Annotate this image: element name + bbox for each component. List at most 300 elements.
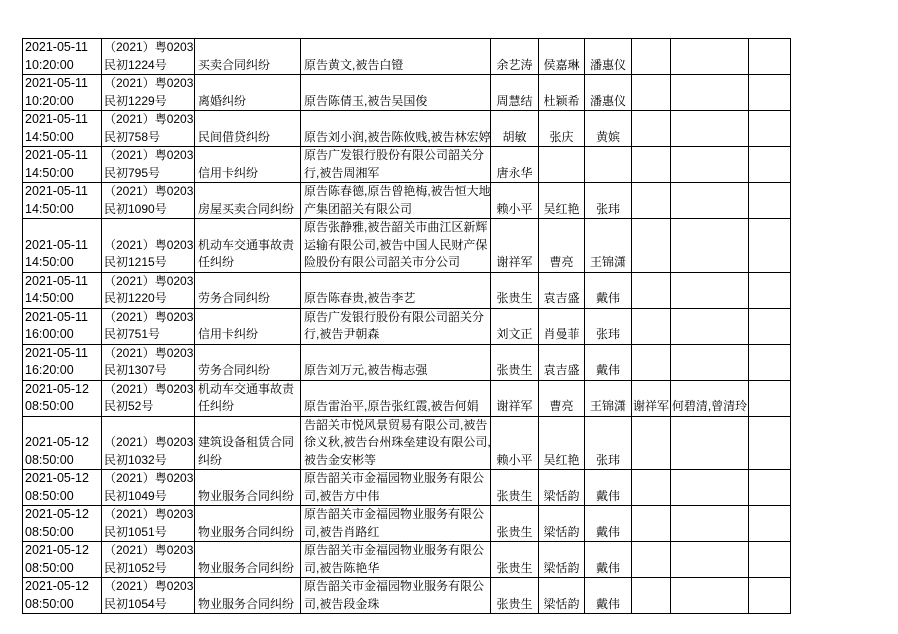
- case-number-line: （2021）粤0203: [104, 543, 194, 557]
- cell-case-number: [102, 75, 195, 111]
- cell-judge-3: [585, 219, 632, 273]
- judge-name: 梁恬韵: [543, 524, 580, 539]
- cell-extra-2: [671, 344, 749, 380]
- cell-extra-1: [632, 183, 671, 219]
- case-number-line: （2021）粤0203: [104, 273, 194, 288]
- judge-name: 袁吉盛: [543, 291, 580, 305]
- cell-extra-2: [671, 219, 749, 273]
- cell-extra-1: [632, 542, 671, 578]
- judge-name: 张玮: [595, 327, 620, 341]
- cell-judge-3: [585, 506, 632, 542]
- cell-datetime: [23, 219, 102, 273]
- judge-name: 戴伟: [595, 488, 620, 503]
- cell-extra-2: [671, 183, 749, 219]
- judge-name: 潘惠仪: [589, 57, 626, 72]
- case-type-line: 物业服务合同纠纷: [198, 596, 295, 611]
- cell-judge-3: [585, 344, 632, 380]
- cell-datetime: [23, 506, 102, 542]
- case-number-line: （2021）粤0203: [104, 345, 194, 360]
- parties-line: 徐义秋,被告台州珠垒建设有限公司,: [304, 435, 491, 449]
- judge-name: 刘文正: [496, 327, 533, 341]
- cell-judge-1: [491, 75, 539, 111]
- cell-judge-1: [491, 308, 539, 344]
- judge-name: 王锦潇: [589, 255, 626, 269]
- cell-parties: [301, 39, 491, 75]
- cell-judge-2: [539, 470, 585, 506]
- judge-name: 赖小平: [496, 452, 533, 467]
- cell-extra-1: [632, 416, 671, 470]
- cell-judge-3: [585, 147, 632, 183]
- cell-judge-2: [539, 183, 585, 219]
- judge-name: 曹亮: [549, 399, 574, 413]
- parties-line: 行,被告周湘军: [304, 165, 380, 180]
- extra-names: 何碧清,曾清玲: [671, 399, 748, 413]
- table-row: [23, 506, 791, 542]
- judge-name: 吴红艳: [543, 452, 580, 467]
- parties-line: 原告陈春德,原告曾艳梅,被告恒大地: [304, 184, 491, 198]
- case-number-line: 民初1090号: [104, 201, 167, 216]
- case-number-line: （2021）粤0203: [104, 112, 194, 126]
- case-type-line: 房屋买卖合同纠纷: [198, 201, 295, 216]
- judge-name: 张玮: [595, 452, 620, 467]
- cell-judge-2: [539, 542, 585, 578]
- cell-judge-2: [539, 380, 585, 416]
- cell-judge-2: [539, 219, 585, 273]
- case-number-line: 民初1215号: [104, 255, 167, 269]
- cell-judge-1: [491, 219, 539, 273]
- hearing-date: 2021-05-11: [25, 76, 89, 90]
- cell-extra-2: [671, 380, 749, 416]
- cell-parties: [301, 147, 491, 183]
- cell-case-number: [102, 344, 195, 380]
- case-number-line: （2021）粤0203: [104, 40, 194, 54]
- cell-parties: [301, 578, 491, 614]
- cell-judge-3: [585, 380, 632, 416]
- judge-name: 张贵生: [496, 363, 533, 377]
- hearing-time: 16:20:00: [25, 363, 74, 377]
- case-type-line: 民间借贷纠纷: [198, 129, 271, 144]
- judge-name: 周慧结: [496, 93, 533, 108]
- hearing-date: 2021-05-12: [25, 507, 89, 521]
- cell-case-number: [102, 183, 195, 219]
- cell-parties: [301, 506, 491, 542]
- judge-name: 唐永华: [496, 165, 533, 180]
- judge-name: 戴伟: [595, 291, 620, 305]
- cell-judge-1: [491, 147, 539, 183]
- parties-line: 司,被告陈艳华: [304, 560, 380, 575]
- cell-judge-3: [585, 416, 632, 470]
- judge-name: 袁吉盛: [543, 363, 580, 377]
- case-number-line: 民初1049号: [104, 488, 167, 503]
- cell-extra-1: [632, 147, 671, 183]
- cell-case-type: [195, 183, 301, 219]
- cell-judge-2: [539, 272, 585, 308]
- case-type-line: 建筑设备租赁合同: [198, 435, 295, 449]
- cell-parties: [301, 344, 491, 380]
- parties-line: 险股份有限公司韶关市分公司: [304, 255, 461, 269]
- case-number-line: 民初1307号: [104, 363, 167, 377]
- cell-judge-2: [539, 344, 585, 380]
- cell-judge-2: [539, 111, 585, 147]
- judge-name: 戴伟: [595, 596, 620, 611]
- hearing-date: 2021-05-11: [25, 345, 89, 360]
- hearing-time: 10:20:00: [25, 57, 74, 72]
- cell-extra-3: [749, 470, 791, 506]
- cell-case-number: [102, 416, 195, 470]
- case-type-line: 劳务合同纠纷: [198, 291, 271, 305]
- hearing-time: 10:20:00: [25, 93, 74, 108]
- cell-parties: [301, 219, 491, 273]
- cell-datetime: [23, 39, 102, 75]
- case-number-line: （2021）粤0203: [104, 471, 194, 485]
- judge-name: 王锦潇: [589, 399, 626, 413]
- case-number-line: 民初1229号: [104, 93, 167, 108]
- case-number-line: 民初1224号: [104, 57, 167, 72]
- cell-datetime: [23, 147, 102, 183]
- case-number-line: （2021）粤0203: [104, 507, 194, 521]
- hearing-time: 14:50:00: [25, 201, 74, 216]
- cell-case-number: [102, 506, 195, 542]
- hearing-date: 2021-05-11: [25, 148, 89, 162]
- cell-extra-3: [749, 308, 791, 344]
- cell-parties: [301, 111, 491, 147]
- case-number-line: 民初1220号: [104, 291, 167, 305]
- judge-name: 杜颖希: [543, 93, 580, 108]
- cell-extra-2: [671, 308, 749, 344]
- cell-judge-1: [491, 380, 539, 416]
- parties-line: 原告陈倩玉,被告吴国俊: [304, 93, 428, 108]
- parties-line: 行,被告尹朝森: [304, 327, 380, 341]
- case-type-line: 离婚纠纷: [198, 93, 247, 108]
- cell-extra-1: [632, 111, 671, 147]
- cell-extra-1: [632, 506, 671, 542]
- cell-case-type: [195, 416, 301, 470]
- cell-datetime: [23, 470, 102, 506]
- case-type-line: 信用卡纠纷: [198, 327, 259, 341]
- case-type-line: 机动车交通事故责: [198, 381, 295, 396]
- cell-judge-1: [491, 578, 539, 614]
- case-type-line: 信用卡纠纷: [198, 165, 259, 180]
- cell-datetime: [23, 183, 102, 219]
- cell-extra-3: [749, 183, 791, 219]
- hearing-time: 08:50:00: [25, 399, 74, 413]
- cell-extra-1: [632, 344, 671, 380]
- case-type-line: 机动车交通事故责: [198, 237, 295, 252]
- parties-line: 司,被告段金珠: [304, 596, 380, 611]
- case-number-line: （2021）粤0203: [104, 435, 194, 449]
- case-number-line: （2021）粤0203: [104, 184, 194, 198]
- case-number-line: 民初758号: [104, 129, 161, 144]
- case-number-line: 民初751号: [104, 327, 161, 341]
- parties-line: 原告韶关市金福园物业服务有限公: [304, 507, 485, 521]
- judge-name: 戴伟: [595, 363, 620, 377]
- case-number-line: （2021）粤0203: [104, 309, 194, 324]
- judge-name: 张玮: [595, 201, 620, 216]
- cell-extra-3: [749, 506, 791, 542]
- cell-extra-2: [671, 542, 749, 578]
- cell-judge-1: [491, 416, 539, 470]
- table-row: [23, 470, 791, 506]
- judge-name: 张贵生: [496, 560, 533, 575]
- table-row: [23, 183, 791, 219]
- cell-judge-2: [539, 39, 585, 75]
- case-type-line: 任纠纷: [198, 399, 235, 413]
- hearing-time: 14:50:00: [25, 291, 74, 305]
- parties-line: 被告金安彬等: [304, 452, 377, 467]
- cell-case-number: [102, 111, 195, 147]
- case-number-line: 民初52号: [104, 399, 154, 413]
- cell-datetime: [23, 111, 102, 147]
- parties-line: 产集团韶关有限公司: [304, 201, 413, 216]
- cell-judge-1: [491, 542, 539, 578]
- cell-judge-2: [539, 416, 585, 470]
- cell-judge-1: [491, 183, 539, 219]
- case-type-line: 物业服务合同纠纷: [198, 560, 295, 575]
- cell-case-type: [195, 344, 301, 380]
- cell-datetime: [23, 308, 102, 344]
- cell-extra-1: [632, 380, 671, 416]
- table-row: [23, 380, 791, 416]
- cell-extra-1: [632, 308, 671, 344]
- cell-judge-3: [585, 39, 632, 75]
- judge-name: 张贵生: [496, 291, 533, 305]
- hearing-date: 2021-05-12: [25, 381, 89, 396]
- cell-case-type: [195, 380, 301, 416]
- cell-extra-3: [749, 219, 791, 273]
- cell-extra-3: [749, 380, 791, 416]
- cell-judge-1: [491, 111, 539, 147]
- case-type-line: 买卖合同纠纷: [198, 57, 271, 72]
- parties-line: 运输有限公司,被告中国人民财产保: [304, 237, 488, 252]
- judge-name: 张贵生: [496, 596, 533, 611]
- cell-case-number: [102, 578, 195, 614]
- cell-datetime: [23, 75, 102, 111]
- judge-name: 谢祥军: [496, 255, 533, 269]
- cell-extra-2: [671, 272, 749, 308]
- cell-case-type: [195, 219, 301, 273]
- judge-name: 赖小平: [496, 201, 533, 216]
- judge-name: 余艺涛: [496, 57, 533, 72]
- parties-line: 司,被告肖路红: [304, 524, 380, 539]
- cell-extra-3: [749, 416, 791, 470]
- cell-judge-1: [491, 470, 539, 506]
- cell-extra-2: [671, 147, 749, 183]
- cell-judge-3: [585, 578, 632, 614]
- cell-judge-2: [539, 578, 585, 614]
- cell-case-type: [195, 111, 301, 147]
- parties-line: 司,被告方中伟: [304, 488, 380, 503]
- table-row: [23, 416, 791, 470]
- cell-extra-3: [749, 147, 791, 183]
- cell-case-number: [102, 219, 195, 273]
- judge-name: 张庆: [549, 129, 574, 144]
- hearing-date: 2021-05-12: [25, 471, 89, 485]
- cell-extra-1: [632, 272, 671, 308]
- case-number-line: 民初1054号: [104, 596, 167, 611]
- cell-case-type: [195, 542, 301, 578]
- case-number-line: 民初1032号: [104, 452, 167, 467]
- hearing-time: 08:50:00: [25, 452, 74, 467]
- table-row: [23, 147, 791, 183]
- cell-judge-3: [585, 542, 632, 578]
- cell-extra-2: [671, 75, 749, 111]
- cell-case-type: [195, 147, 301, 183]
- parties-line: 原告刘小润,被告陈攸贱,被告林宏婷: [304, 129, 491, 144]
- table-row: [23, 219, 791, 273]
- judge-name: 梁恬韵: [543, 488, 580, 503]
- cell-case-type: [195, 506, 301, 542]
- table-row: [23, 308, 791, 344]
- hearing-date: 2021-05-11: [25, 273, 89, 288]
- judge-name: 戴伟: [595, 524, 620, 539]
- cell-parties: [301, 542, 491, 578]
- hearing-date: 2021-05-11: [25, 184, 89, 198]
- table-row: [23, 344, 791, 380]
- cell-extra-3: [749, 542, 791, 578]
- parties-line: 原告黄文,被告白镫: [304, 57, 404, 72]
- hearing-schedule-table: [22, 38, 791, 614]
- cell-extra-1: [632, 470, 671, 506]
- cell-judge-1: [491, 39, 539, 75]
- cell-extra-1: [632, 219, 671, 273]
- cell-parties: [301, 183, 491, 219]
- hearing-time: 14:50:00: [25, 255, 74, 269]
- table-row: [23, 272, 791, 308]
- parties-line: 原告韶关市金福园物业服务有限公: [304, 579, 485, 593]
- case-type-line: 纠纷: [198, 452, 223, 467]
- cell-datetime: [23, 380, 102, 416]
- cell-extra-2: [671, 416, 749, 470]
- judge-name: 潘惠仪: [589, 93, 626, 108]
- parties-line: 告韶关市悦风景贸易有限公司,被告: [304, 417, 488, 432]
- hearing-date: 2021-05-12: [25, 543, 89, 557]
- cell-extra-1: [632, 75, 671, 111]
- cell-extra-2: [671, 111, 749, 147]
- case-type-line: 物业服务合同纠纷: [198, 488, 295, 503]
- case-type-line: 任纠纷: [198, 255, 235, 269]
- judge-name: 曹亮: [549, 255, 574, 269]
- case-number-line: （2021）粤0203: [104, 579, 194, 593]
- parties-line: 原告韶关市金福园物业服务有限公: [304, 543, 485, 557]
- case-number-line: 民初795号: [104, 165, 161, 180]
- cell-extra-3: [749, 272, 791, 308]
- hearing-time: 08:50:00: [25, 560, 74, 575]
- case-number-line: （2021）粤0203: [104, 237, 194, 252]
- cell-extra-3: [749, 75, 791, 111]
- parties-line: 原告广发银行股份有限公司韶关分: [304, 309, 485, 324]
- cell-judge-3: [585, 183, 632, 219]
- table-row: [23, 578, 791, 614]
- cell-judge-1: [491, 506, 539, 542]
- cell-parties: [301, 308, 491, 344]
- cell-extra-3: [749, 578, 791, 614]
- cell-case-number: [102, 542, 195, 578]
- parties-line: 原告韶关市金福园物业服务有限公: [304, 471, 485, 485]
- hearing-time: 08:50:00: [25, 524, 74, 539]
- parties-line: 原告陈春贵,被告李艺: [304, 291, 416, 305]
- hearing-date: 2021-05-12: [25, 435, 89, 449]
- cell-datetime: [23, 344, 102, 380]
- judge-name: 张贵生: [496, 524, 533, 539]
- cell-datetime: [23, 542, 102, 578]
- judge-name: 张贵生: [496, 488, 533, 503]
- cell-extra-3: [749, 344, 791, 380]
- cell-judge-2: [539, 308, 585, 344]
- cell-case-number: [102, 308, 195, 344]
- cell-datetime: [23, 272, 102, 308]
- hearing-time: 08:50:00: [25, 488, 74, 503]
- cell-judge-3: [585, 470, 632, 506]
- cell-extra-1: [632, 578, 671, 614]
- cell-extra-2: [671, 39, 749, 75]
- cell-case-type: [195, 308, 301, 344]
- hearing-time: 14:50:00: [25, 165, 74, 180]
- cell-judge-1: [491, 272, 539, 308]
- cell-case-number: [102, 39, 195, 75]
- hearing-date: 2021-05-11: [25, 40, 89, 54]
- table-row: [23, 111, 791, 147]
- cell-extra-3: [749, 111, 791, 147]
- cell-case-type: [195, 272, 301, 308]
- parties-line: 原告刘万元,被告梅志强: [304, 363, 428, 377]
- case-number-line: 民初1052号: [104, 560, 167, 575]
- cell-datetime: [23, 578, 102, 614]
- judge-name: 梁恬韵: [543, 596, 580, 611]
- cell-case-number: [102, 470, 195, 506]
- cell-case-number: [102, 272, 195, 308]
- cell-judge-3: [585, 272, 632, 308]
- case-type-line: 劳务合同纠纷: [198, 363, 271, 377]
- judge-name: 谢祥军: [496, 399, 533, 413]
- judge-name: 黄嫔: [595, 129, 620, 144]
- cell-parties: [301, 272, 491, 308]
- cell-judge-1: [491, 344, 539, 380]
- case-number-line: （2021）粤0203: [104, 148, 194, 162]
- case-number-line: （2021）粤0203: [104, 76, 194, 90]
- case-number-line: （2021）粤0203: [104, 381, 194, 396]
- cell-case-type: [195, 578, 301, 614]
- cell-case-type: [195, 470, 301, 506]
- parties-line: 原告雷治平,原告张红霞,被告何娟: [304, 399, 479, 413]
- cell-case-type: [195, 39, 301, 75]
- cell-parties: [301, 75, 491, 111]
- table-row: [23, 39, 791, 75]
- extra-name: 谢祥军: [632, 399, 669, 413]
- case-type-line: 物业服务合同纠纷: [198, 524, 295, 539]
- hearing-time: 14:50:00: [25, 129, 74, 144]
- judge-name: 侯嘉琳: [543, 57, 580, 72]
- hearing-time: 16:00:00: [25, 327, 74, 341]
- case-number-line: 民初1051号: [104, 524, 167, 539]
- judge-name: 胡敏: [502, 129, 527, 144]
- table-row: [23, 75, 791, 111]
- cell-case-number: [102, 147, 195, 183]
- hearing-time: 08:50:00: [25, 596, 74, 611]
- hearing-date: 2021-05-11: [25, 112, 89, 126]
- cell-judge-2: [539, 506, 585, 542]
- parties-line: 原告张静雅,被告韶关市曲江区新辉: [304, 220, 488, 234]
- judge-name: 梁恬韵: [543, 560, 580, 575]
- cell-case-type: [195, 75, 301, 111]
- hearing-date: 2021-05-12: [25, 579, 89, 593]
- cell-extra-3: [749, 39, 791, 75]
- cell-extra-2: [671, 470, 749, 506]
- judge-name: 吴红艳: [543, 201, 580, 216]
- cell-judge-3: [585, 111, 632, 147]
- cell-judge-2: [539, 147, 585, 183]
- cell-extra-1: [632, 39, 671, 75]
- parties-line: 原告广发银行股份有限公司韶关分: [304, 148, 485, 162]
